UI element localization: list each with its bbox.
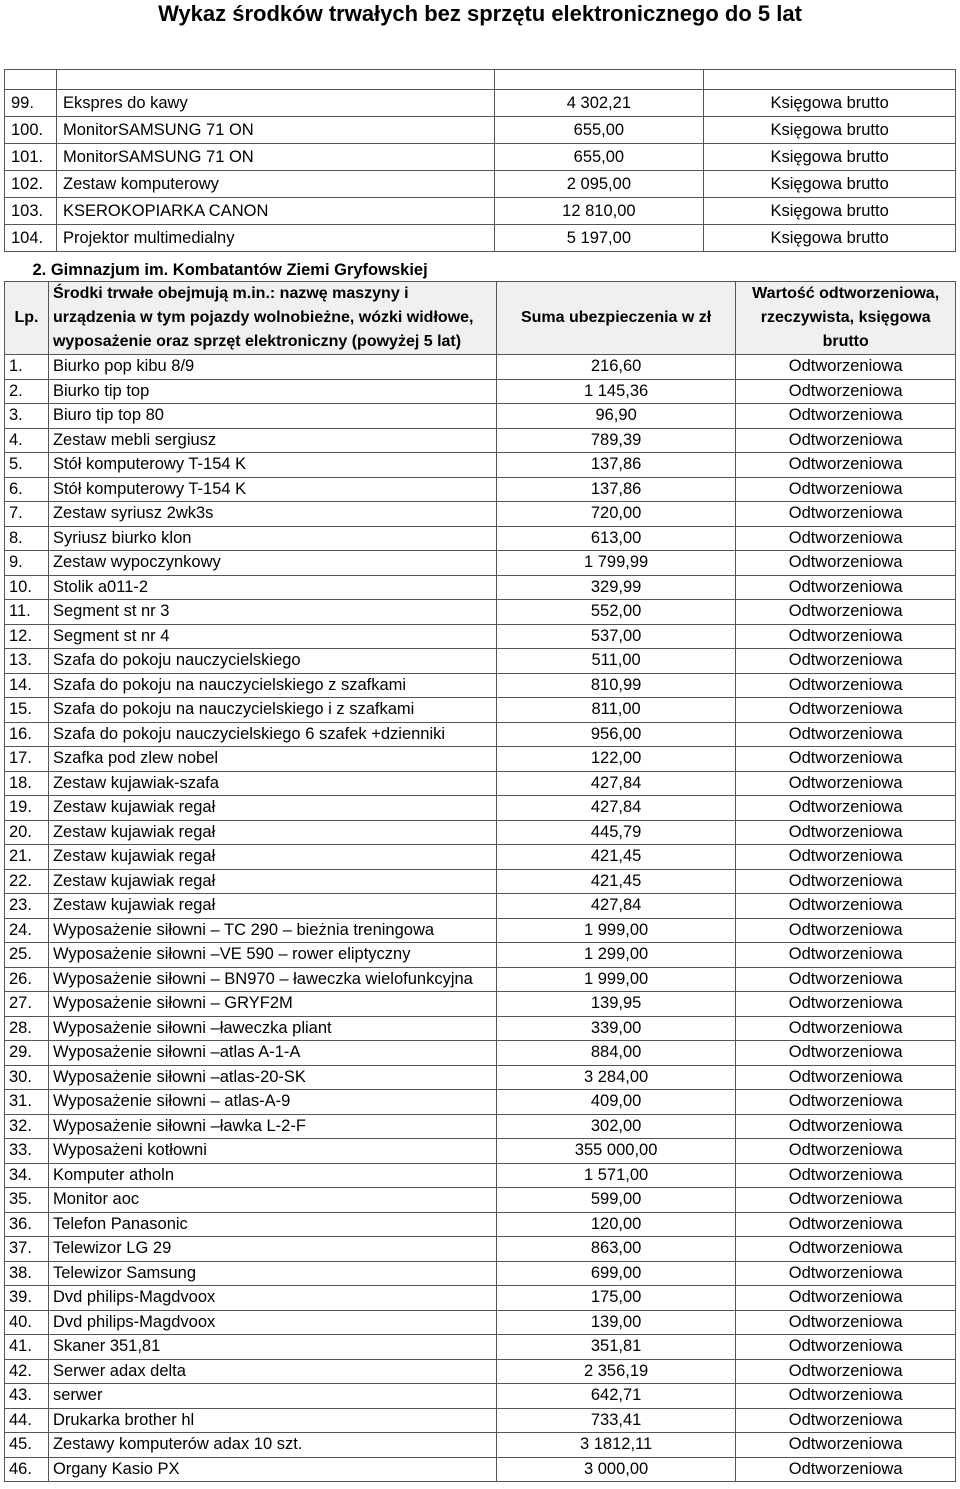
table-row (5, 796, 956, 821)
table-row (5, 1016, 956, 1041)
table-row (5, 649, 956, 674)
row-type: Odtworzeniowa (736, 1408, 956, 1433)
table-row (5, 894, 956, 919)
row-lp: 104. (5, 225, 57, 252)
row-lp: 3. (5, 404, 49, 429)
row-type: Odtworzeniowa (736, 1212, 956, 1237)
row-name: Zestaw kujawiak regał (48, 894, 496, 919)
row-value: 329,99 (496, 575, 735, 600)
row-name: Biurko tip top (48, 379, 496, 404)
row-type: Odtworzeniowa (736, 1114, 956, 1139)
row-lp: 25. (5, 943, 49, 968)
row-value: 427,84 (496, 894, 735, 919)
row-lp: 11. (5, 600, 49, 625)
row-lp: 10. (5, 575, 49, 600)
table-row (5, 144, 956, 171)
row-value: 3 000,00 (496, 1457, 735, 1482)
row-lp: 15. (5, 698, 49, 723)
row-value: 642,71 (496, 1384, 735, 1409)
table-row (5, 747, 956, 772)
row-type: Odtworzeniowa (736, 355, 956, 380)
row-type: Odtworzeniowa (736, 551, 956, 576)
row-type: Odtworzeniowa (736, 1016, 956, 1041)
row-type: Odtworzeniowa (736, 722, 956, 747)
row-value: 175,00 (496, 1286, 735, 1311)
row-lp: 40. (5, 1310, 49, 1335)
row-name: MonitorSAMSUNG 71 ON (56, 117, 494, 144)
row-lp: 43. (5, 1384, 49, 1409)
row-type: Odtworzeniowa (736, 1163, 956, 1188)
row-name: Zestaw kujawiak regał (48, 845, 496, 870)
table-row (5, 673, 956, 698)
row-lp: 39. (5, 1286, 49, 1311)
row-value: 12 810,00 (494, 198, 704, 225)
row-type: Odtworzeniowa (736, 918, 956, 943)
row-type: Odtworzeniowa (736, 526, 956, 551)
row-name: Biuro tip top 80 (48, 404, 496, 429)
row-name: Zestaw mebli sergiusz (48, 428, 496, 453)
row-name: Wyposażenie siłowni – atlas-A-9 (48, 1090, 496, 1115)
section-title: 2. Gimnazjum im. Kombatantów Ziemi Gryfowskiej (32, 260, 428, 279)
row-value: 339,00 (496, 1016, 735, 1041)
table-row (5, 1310, 956, 1335)
section-title-row (5, 259, 956, 282)
row-lp: 20. (5, 820, 49, 845)
row-name: Szafa do pokoju na nauczycielskiego z szafkami (48, 673, 496, 698)
row-type: Odtworzeniowa (736, 894, 956, 919)
row-name: Stolik a011-2 (48, 575, 496, 600)
table-row (5, 1433, 956, 1458)
row-value: 599,00 (496, 1188, 735, 1213)
table-row (5, 624, 956, 649)
row-type: Odtworzeniowa (736, 1090, 956, 1115)
table-row (5, 1261, 956, 1286)
table-row (5, 600, 956, 625)
row-name: Telewizor Samsung (48, 1261, 496, 1286)
row-value: 2 095,00 (494, 171, 704, 198)
row-name: Szafa do pokoju na nauczycielskiego i z szafkami (48, 698, 496, 723)
row-name: Wyposażenie siłowni – GRYF2M (48, 992, 496, 1017)
row-type: Odtworzeniowa (736, 649, 956, 674)
row-lp: 8. (5, 526, 49, 551)
row-name: Skaner 351,81 (48, 1335, 496, 1360)
row-name: MonitorSAMSUNG 71 ON (56, 144, 494, 171)
row-type: Odtworzeniowa (736, 624, 956, 649)
row-lp: 9. (5, 551, 49, 576)
row-type: Odtworzeniowa (736, 600, 956, 625)
row-name: Syriusz biurko klon (48, 526, 496, 551)
row-value: 137,86 (496, 477, 735, 502)
row-name: Ekspres do kawy (56, 90, 494, 117)
row-name: Wyposażenie siłowni –atlas A-1-A (48, 1041, 496, 1066)
table-row (5, 992, 956, 1017)
row-name: Wyposażenie siłowni –ławeczka pliant (48, 1016, 496, 1041)
header-type: Wartość odtworzeniowa, rzeczywista, księgowa brutto (736, 282, 956, 355)
row-type: Odtworzeniowa (736, 673, 956, 698)
row-lp: 23. (5, 894, 49, 919)
row-type: Odtworzeniowa (736, 845, 956, 870)
row-type: Odtworzeniowa (736, 820, 956, 845)
table-row (5, 1163, 956, 1188)
row-name: Zestaw kujawiak regał (48, 796, 496, 821)
row-value: 810,99 (496, 673, 735, 698)
row-name: Szafa do pokoju nauczycielskiego (48, 649, 496, 674)
blank-cell (494, 70, 704, 90)
header-sum: Suma ubezpieczenia w zł (496, 282, 735, 355)
blank-cell (5, 70, 57, 90)
row-name: Wyposażenie siłowni –ławka L-2-F (48, 1114, 496, 1139)
row-value: 421,45 (496, 869, 735, 894)
row-type: Odtworzeniowa (736, 698, 956, 723)
table-row (5, 1457, 956, 1482)
section-asset-table (4, 259, 956, 1482)
table-row (5, 90, 956, 117)
row-type: Odtworzeniowa (736, 1286, 956, 1311)
row-value: 445,79 (496, 820, 735, 845)
row-name: Szafka pod zlew nobel (48, 747, 496, 772)
row-value: 733,41 (496, 1408, 735, 1433)
table-row (5, 1359, 956, 1384)
table-row (5, 967, 956, 992)
row-name: Szafa do pokoju nauczycielskiego 6 szafek +dzienniki (48, 722, 496, 747)
table-row (5, 1114, 956, 1139)
row-type: Odtworzeniowa (736, 1433, 956, 1458)
row-type: Odtworzeniowa (736, 967, 956, 992)
row-type: Odtworzeniowa (736, 575, 956, 600)
row-lp: 42. (5, 1359, 49, 1384)
row-name: Wyposażenie siłowni – TC 290 – bieżnia treningowa (48, 918, 496, 943)
row-value: 613,00 (496, 526, 735, 551)
row-lp: 29. (5, 1041, 49, 1066)
row-name: Zestaw kujawiak regał (48, 820, 496, 845)
row-name: serwer (48, 1384, 496, 1409)
table-row (5, 404, 956, 429)
row-value: 351,81 (496, 1335, 735, 1360)
row-value: 863,00 (496, 1237, 735, 1262)
row-lp: 34. (5, 1163, 49, 1188)
table-row (5, 1286, 956, 1311)
row-lp: 44. (5, 1408, 49, 1433)
row-lp: 31. (5, 1090, 49, 1115)
table-row (5, 918, 956, 943)
row-lp: 99. (5, 90, 57, 117)
row-lp: 101. (5, 144, 57, 171)
table-row (5, 845, 956, 870)
table-row (5, 1408, 956, 1433)
row-value: 355 000,00 (496, 1139, 735, 1164)
row-value: 421,45 (496, 845, 735, 870)
table-row (5, 1090, 956, 1115)
row-value: 537,00 (496, 624, 735, 649)
row-lp: 4. (5, 428, 49, 453)
row-value: 1 299,00 (496, 943, 735, 968)
row-lp: 19. (5, 796, 49, 821)
row-lp: 32. (5, 1114, 49, 1139)
row-name: Drukarka brother hl (48, 1408, 496, 1433)
table-row (5, 551, 956, 576)
table-row (5, 171, 956, 198)
row-type: Odtworzeniowa (736, 428, 956, 453)
row-value: 1 571,00 (496, 1163, 735, 1188)
row-name: Telewizor LG 29 (48, 1237, 496, 1262)
row-name: Segment st nr 3 (48, 600, 496, 625)
row-name: Monitor aoc (48, 1188, 496, 1213)
row-value: 789,39 (496, 428, 735, 453)
row-name: KSEROKOPIARKA CANON (56, 198, 494, 225)
row-lp: 16. (5, 722, 49, 747)
table-row (5, 1237, 956, 1262)
row-name: Komputer atholn (48, 1163, 496, 1188)
row-type: Odtworzeniowa (736, 477, 956, 502)
row-name: Zestaw wypoczynkowy (48, 551, 496, 576)
row-lp: 7. (5, 502, 49, 527)
row-value: 511,00 (496, 649, 735, 674)
row-value: 1 999,00 (496, 918, 735, 943)
row-lp: 33. (5, 1139, 49, 1164)
table-row (5, 453, 956, 478)
row-lp: 26. (5, 967, 49, 992)
table-row (5, 943, 956, 968)
row-lp: 22. (5, 869, 49, 894)
row-type: Odtworzeniowa (736, 1188, 956, 1213)
row-type: Księgowa brutto (704, 225, 956, 252)
row-value: 427,84 (496, 796, 735, 821)
row-value: 884,00 (496, 1041, 735, 1066)
top-asset-table (4, 69, 956, 252)
table-row (5, 477, 956, 502)
row-value: 655,00 (494, 144, 704, 171)
row-lp: 30. (5, 1065, 49, 1090)
row-value: 96,90 (496, 404, 735, 429)
row-lp: 100. (5, 117, 57, 144)
row-lp: 14. (5, 673, 49, 698)
row-type: Odtworzeniowa (736, 796, 956, 821)
row-lp: 35. (5, 1188, 49, 1213)
row-name: Zestaw kujawiak regał (48, 869, 496, 894)
row-name: Wyposażenie siłowni –VE 590 – rower eliptyczny (48, 943, 496, 968)
row-type: Odtworzeniowa (736, 992, 956, 1017)
table-row (5, 198, 956, 225)
row-name: Telefon Panasonic (48, 1212, 496, 1237)
row-name: Stół komputerowy T-154 K (48, 453, 496, 478)
row-type: Odtworzeniowa (736, 1359, 956, 1384)
row-value: 2 356,19 (496, 1359, 735, 1384)
blank-row (5, 70, 956, 90)
row-name: Wyposażenie siłowni –atlas-20-SK (48, 1065, 496, 1090)
table-row (5, 771, 956, 796)
header-lp: Lp. (5, 282, 49, 355)
table-row (5, 225, 956, 252)
row-value: 699,00 (496, 1261, 735, 1286)
table-row (5, 379, 956, 404)
row-type: Księgowa brutto (704, 198, 956, 225)
row-type: Odtworzeniowa (736, 1261, 956, 1286)
table-header-row (5, 282, 956, 355)
row-type: Odtworzeniowa (736, 1335, 956, 1360)
row-lp: 1. (5, 355, 49, 380)
row-name: Biurko pop kibu 8/9 (48, 355, 496, 380)
row-value: 409,00 (496, 1090, 735, 1115)
row-value: 1 799,99 (496, 551, 735, 576)
row-value: 655,00 (494, 117, 704, 144)
row-value: 956,00 (496, 722, 735, 747)
table-row (5, 1384, 956, 1409)
table-row (5, 502, 956, 527)
table-row (5, 1139, 956, 1164)
page-title: Wykaz środków trwałych bez sprzętu elektronicznego do 5 lat (158, 1, 802, 26)
table-row (5, 526, 956, 551)
row-lp: 27. (5, 992, 49, 1017)
table-row (5, 1188, 956, 1213)
row-name: Dvd philips-Magdvoox (48, 1286, 496, 1311)
table-row (5, 1065, 956, 1090)
table-row (5, 355, 956, 380)
row-lp: 24. (5, 918, 49, 943)
row-name: Projektor multimedialny (56, 225, 494, 252)
row-name: Organy Kasio PX (48, 1457, 496, 1482)
table-row (5, 117, 956, 144)
row-name: Serwer adax delta (48, 1359, 496, 1384)
row-lp: 38. (5, 1261, 49, 1286)
row-lp: 17. (5, 747, 49, 772)
row-type: Odtworzeniowa (736, 502, 956, 527)
row-value: 811,00 (496, 698, 735, 723)
row-type: Odtworzeniowa (736, 379, 956, 404)
table-row (5, 1212, 956, 1237)
row-lp: 6. (5, 477, 49, 502)
row-value: 137,86 (496, 453, 735, 478)
blank-cell (704, 70, 956, 90)
row-name: Zestaw komputerowy (56, 171, 494, 198)
row-value: 5 197,00 (494, 225, 704, 252)
row-type: Odtworzeniowa (736, 747, 956, 772)
table-row (5, 820, 956, 845)
row-name: Zestawy komputerów adax 10 szt. (48, 1433, 496, 1458)
row-type: Odtworzeniowa (736, 404, 956, 429)
row-value: 1 999,00 (496, 967, 735, 992)
row-value: 1 145,36 (496, 379, 735, 404)
row-lp: 102. (5, 171, 57, 198)
row-lp: 37. (5, 1237, 49, 1262)
row-type: Odtworzeniowa (736, 1457, 956, 1482)
row-lp: 13. (5, 649, 49, 674)
row-value: 552,00 (496, 600, 735, 625)
row-value: 427,84 (496, 771, 735, 796)
row-value: 122,00 (496, 747, 735, 772)
table-row (5, 722, 956, 747)
row-type: Odtworzeniowa (736, 943, 956, 968)
row-value: 720,00 (496, 502, 735, 527)
row-type: Odtworzeniowa (736, 1237, 956, 1262)
row-type: Księgowa brutto (704, 171, 956, 198)
table-row (5, 1041, 956, 1066)
row-lp: 21. (5, 845, 49, 870)
row-name: Wyposażenie siłowni – BN970 – ławeczka wielofunkcyjna (48, 967, 496, 992)
row-type: Odtworzeniowa (736, 453, 956, 478)
row-value: 120,00 (496, 1212, 735, 1237)
row-name: Zestaw syriusz 2wk3s (48, 502, 496, 527)
row-type: Odtworzeniowa (736, 1139, 956, 1164)
row-name: Segment st nr 4 (48, 624, 496, 649)
row-lp: 5. (5, 453, 49, 478)
row-name: Dvd philips-Magdvoox (48, 1310, 496, 1335)
row-type: Odtworzeniowa (736, 1041, 956, 1066)
blank-cell (56, 70, 494, 90)
row-lp: 28. (5, 1016, 49, 1041)
table-row (5, 1335, 956, 1360)
table-row (5, 869, 956, 894)
row-lp: 18. (5, 771, 49, 796)
row-name: Stół komputerowy T-154 K (48, 477, 496, 502)
row-value: 3 1812,11 (496, 1433, 735, 1458)
row-type: Odtworzeniowa (736, 771, 956, 796)
row-value: 4 302,21 (494, 90, 704, 117)
row-lp: 45. (5, 1433, 49, 1458)
row-lp: 46. (5, 1457, 49, 1482)
row-type: Odtworzeniowa (736, 1310, 956, 1335)
row-value: 139,95 (496, 992, 735, 1017)
row-value: 139,00 (496, 1310, 735, 1335)
row-type: Odtworzeniowa (736, 1065, 956, 1090)
row-value: 3 284,00 (496, 1065, 735, 1090)
row-type: Odtworzeniowa (736, 869, 956, 894)
header-name: Środki trwałe obejmują m.in.: nazwę maszyny i urządzenia w tym pojazdy wolnobieżne, wózki widłowe, wyposażenie oraz sprzęt elektroniczny (powyżej 5 lat) (48, 282, 496, 355)
row-lp: 2. (5, 379, 49, 404)
table-row (5, 575, 956, 600)
row-type: Księgowa brutto (704, 90, 956, 117)
row-lp: 12. (5, 624, 49, 649)
row-name: Zestaw kujawiak-szafa (48, 771, 496, 796)
table-row (5, 428, 956, 453)
row-type: Księgowa brutto (704, 144, 956, 171)
row-type: Księgowa brutto (704, 117, 956, 144)
row-value: 216,60 (496, 355, 735, 380)
row-value: 302,00 (496, 1114, 735, 1139)
table-row (5, 698, 956, 723)
row-type: Odtworzeniowa (736, 1384, 956, 1409)
row-name: Wyposażeni kotłowni (48, 1139, 496, 1164)
row-lp: 103. (5, 198, 57, 225)
row-lp: 41. (5, 1335, 49, 1360)
row-lp: 36. (5, 1212, 49, 1237)
